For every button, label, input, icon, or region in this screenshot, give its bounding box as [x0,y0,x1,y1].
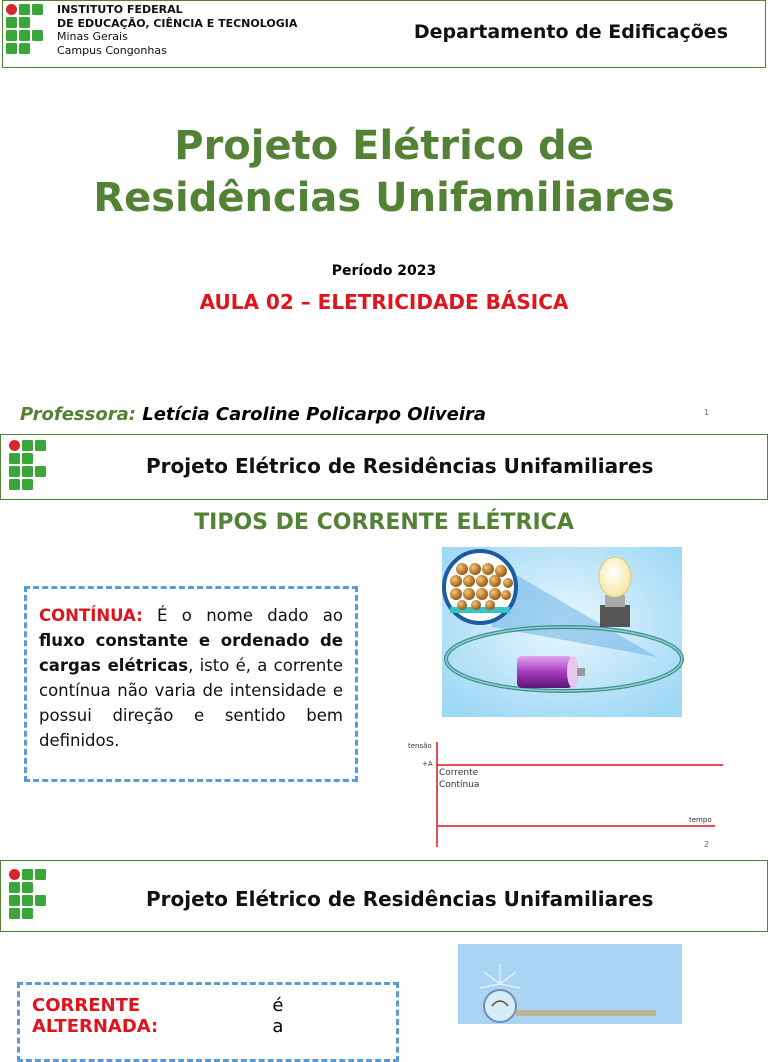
slide-header-title: Projeto Elétrico de Residências Unifamiliares [146,887,654,911]
ac-illustration [458,944,682,1024]
institute-line-2: DE EDUCAÇÃO, CIÊNCIA E TECNOLOGIA [57,16,298,30]
graph-line-label-2: Contínua [439,780,480,790]
slide-1 [0,0,768,432]
graph-y-label: tensão [408,742,432,750]
professor-label: Professora: [20,404,136,425]
institute-line-1: INSTITUTO FEDERAL [57,3,183,16]
definition-box [24,586,358,782]
page-number: 1 [704,408,710,417]
title-line-2: Residências Unifamiliares [93,175,675,221]
slide-header-title: Projeto Elétrico de Residências Unifamiliares [146,454,654,478]
lesson-title: AULA 02 – ELETRICIDADE BÁSICA [199,290,569,314]
definition-part-2: , isto é, a corrente contínua não varia de intensidade e possui direção e sentido bem definidos. [39,656,343,750]
term-label: CONTÍNUA: [39,606,143,625]
graph-x-label: tempo [689,816,712,824]
professor-line [20,404,486,425]
department-name: Departamento de Edificações [413,21,728,43]
period-label: Período 2023 [331,263,437,279]
title-line-1: Projeto Elétrico de [174,123,594,169]
slide-3 [0,856,768,1037]
professor-name: Letícia Caroline Policarpo Oliveira [142,404,487,425]
definition-part-1: É o nome dado ao [142,606,343,625]
dc-graph [405,732,725,852]
dc-circuit-illustration [442,547,682,717]
definition-first-line [32,995,384,1037]
definition-text [39,603,343,753]
institute-line-4: Campus Congonhas [57,43,167,57]
graph-level-label: +A [422,760,433,768]
definition-bold: fluxo constante e ordenado de cargas elétricas [39,631,343,675]
slide-2 [0,432,768,856]
presentation-title [0,120,768,224]
term-label: CORRENTE ALTERNADA: [32,995,159,1037]
page-number: 2 [704,840,710,849]
section-title: TIPOS DE CORRENTE ELÉTRICA [194,510,574,535]
institute-name [57,3,297,57]
definition-box [17,982,399,1062]
institute-line-3: Minas Gerais [57,30,128,43]
definition-start: é a [272,995,312,1037]
graph-line-label-1: Corrente [439,768,479,778]
